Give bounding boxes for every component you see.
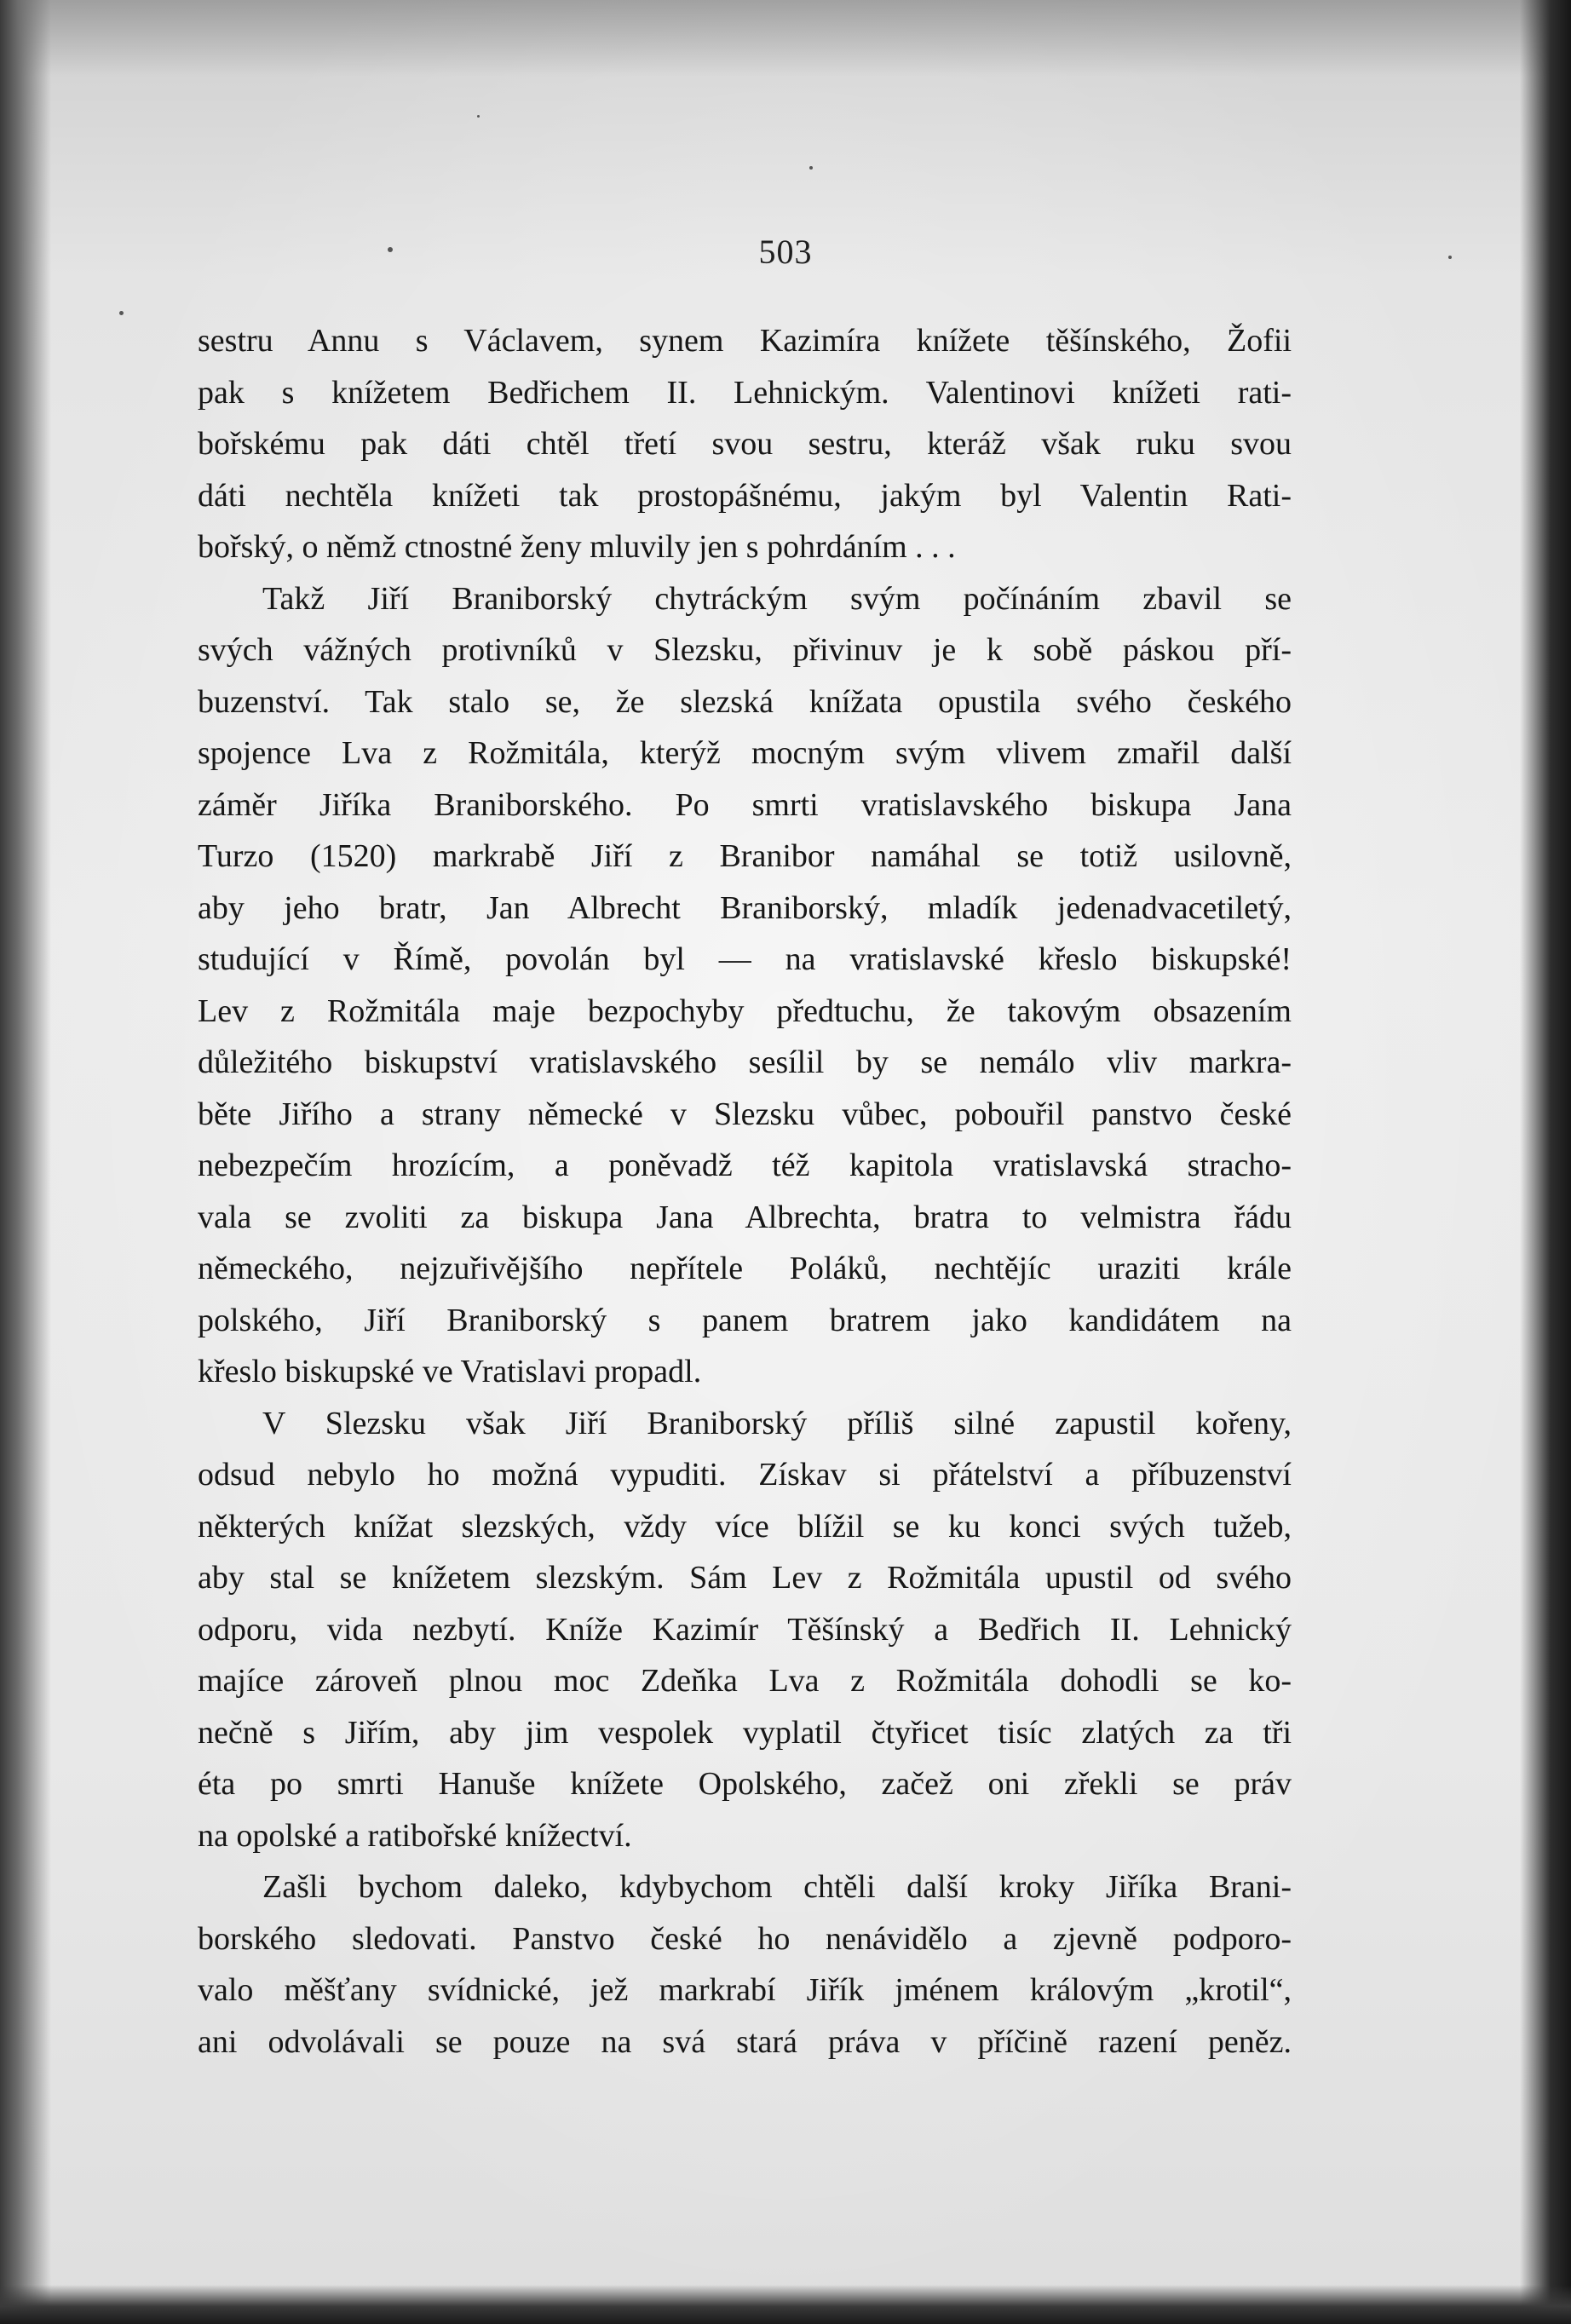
- text-line: odsud nebylo ho možná vypuditi. Získav si přátelství a příbuzenství: [198, 1457, 1292, 1493]
- text-line: Turzo (1520) markrabě Jiří z Branibor namáhal se totiž usilovně,: [198, 838, 1292, 874]
- text-line: aby jeho bratr, Jan Albrecht Braniborský, mladík jedenadvacetiletý,: [198, 889, 1292, 926]
- dust-speck: [809, 166, 813, 170]
- text-line: Lev z Rožmitála maje bezpochyby předtuchu, že takovým obsazením: [198, 992, 1292, 1029]
- text-line: sestru Annu s Václavem, synem Kazimíra knížete těšínského, Žofii: [198, 323, 1292, 359]
- text-line: vala se zvoliti za biskupa Jana Albrechta, bratra to velmistra řádu: [198, 1199, 1292, 1235]
- page-left-edge: [0, 0, 51, 2324]
- text-line: éta po smrti Hanuše knížete Opolského, začež oni zřekli se práv: [198, 1766, 1292, 1802]
- text-line: na opolské a ratibořské knížectví.: [198, 1817, 632, 1854]
- text-line: nebezpečím hrozícím, a poněvadž též kapitola vratislavská stracho-: [198, 1148, 1292, 1183]
- text-line: odporu, vida nezbytí. Kníže Kazimír Těšínský a Bedřich II. Lehnický: [198, 1611, 1292, 1648]
- text-line: bořskému pak dáti chtěl třetí svou sestru, kteráž však ruku svou: [198, 426, 1292, 462]
- text-line: svých vážných protivníků v Slezsku, přivinuv je k sobě páskou pří-: [198, 632, 1292, 668]
- paragraph-start-line: V Slezsku však Jiří Braniborský příliš silné zapustil kořeny,: [262, 1405, 1292, 1441]
- text-line: borského sledovati. Panstvo české ho nenávidělo a zjevně podporo-: [198, 1920, 1292, 1957]
- page-top-shadow: [0, 0, 1571, 77]
- dust-speck: [119, 311, 124, 315]
- page-number: 503: [758, 233, 813, 271]
- text-line: důležitého biskupství vratislavského sesílil by se nemálo vliv markra-: [198, 1044, 1292, 1080]
- page-bottom-edge: [0, 2285, 1571, 2324]
- text-line: nečně s Jiřím, aby jim vespolek vyplatil čtyřicet tisíc zlatých za tři: [198, 1714, 1292, 1751]
- text-line: bořský, o němž ctnostné ženy mluvily jen s pohrdáním . . .: [198, 529, 956, 565]
- text-line: valo měšťany svídnické, jež markrabí Jiřík jménem královým „krotil“,: [198, 1972, 1292, 2008]
- text-line: ani odvolávali se pouze na svá stará práva v příčině razení peněz.: [198, 2023, 1292, 2060]
- text-line: dáti nechtěla knížeti tak prostopášnému, jakým byl Valentin Rati-: [198, 477, 1292, 514]
- text-line: křeslo biskupské ve Vratislavi propadl.: [198, 1354, 702, 1389]
- text-line: záměr Jiříka Braniborského. Po smrti vratislavského biskupa Jana: [198, 786, 1292, 823]
- text-line: polského, Jiří Braniborský s panem bratrem jako kandidátem na: [198, 1302, 1292, 1338]
- page-right-edge: [1520, 0, 1571, 2324]
- text-line: pak s knížetem Bedřichem II. Lehnickým. Valentinovi knížeti rati-: [198, 374, 1292, 411]
- text-line: aby stal se knížetem slezským. Sám Lev z Rožmitála upustil od svého: [198, 1560, 1292, 1596]
- text-line: německého, nejzuřivějšího nepřítele Poláků, nechtějíc uraziti krále: [198, 1251, 1292, 1286]
- text-line: buzenství. Tak stalo se, že slezská knížata opustila svého českého: [198, 683, 1292, 720]
- text-line: spojence Lva z Rožmitála, kterýž mocným svým vlivem zmařil další: [198, 735, 1292, 771]
- dust-speck: [477, 115, 480, 118]
- paragraph-start-line: Zašli bychom daleko, kdybychom chtěli další kroky Jiříka Brani-: [262, 1869, 1292, 1905]
- text-line: studující v Římě, povolán byl — na vratislavské křeslo biskupské!: [198, 941, 1292, 977]
- text-line: majíce zároveň plnou moc Zdeňka Lva z Rožmitála dohodli se ko-: [198, 1663, 1292, 1699]
- body-text: [198, 315, 1292, 2068]
- text-line: běte Jiřího a strany německé v Slezsku vůbec, pobouřil panstvo české: [198, 1096, 1292, 1132]
- text-line: některých knížat slezských, vždy více blížil se ku konci svých tužeb,: [198, 1508, 1292, 1545]
- paragraph-start-line: Takž Jiří Braniborský chytráckým svým počínáním zbavil se: [262, 580, 1292, 617]
